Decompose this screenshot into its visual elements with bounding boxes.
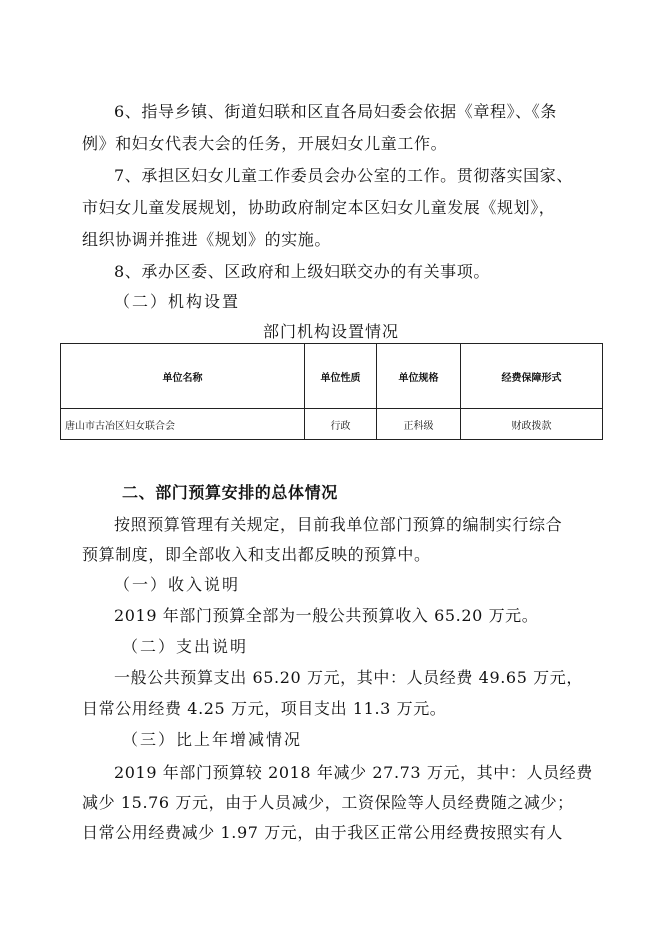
org-table-header-row	[61, 344, 603, 409]
org-table	[60, 343, 603, 440]
item6-line1: 6、指导乡镇、街道妇联和区直各局妇委会依据《章程》、《条	[114, 102, 557, 121]
org-table-caption: 部门机构设置情况	[262, 322, 399, 341]
change-line3: 日常公用经费减少 1.97 万元，由于我区正常公用经费按照实有人	[82, 823, 563, 842]
item7-line1: 7、承担区妇女儿童工作委员会办公室的工作。贯彻落实国家、	[114, 166, 573, 185]
item7-line2: 市妇女儿童发展规划，协助政府制定本区妇女儿童发展《规划》，	[82, 198, 556, 217]
change-heading: （三）比上年增减情况	[122, 730, 303, 749]
income-text: 2019 年部门预算全部为一般公共预算收入 65.20 万元。	[114, 606, 539, 625]
org-table-cell: 财政拨款	[461, 409, 603, 440]
expense-line1: 一般公共预算支出 65.20 万元，其中：人员经费 49.65 万元，	[114, 668, 583, 687]
item6-line2: 例》和妇女代表大会的任务，开展妇女儿童工作。	[82, 134, 448, 153]
org-table-cell: 行政	[305, 409, 377, 440]
budget-section-heading: 二、部门预算安排的总体情况	[122, 483, 338, 502]
org-table-header: 单位性质	[305, 344, 377, 409]
income-heading: （一）收入说明	[114, 575, 241, 594]
org-table-cell: 正科级	[377, 409, 461, 440]
org-table-header: 经费保障形式	[461, 344, 603, 409]
expense-heading: （二）支出说明	[122, 637, 249, 656]
org-table-cell: 唐山市古冶区妇女联合会	[61, 409, 305, 440]
budget-intro-line1: 按照预算管理有关规定，目前我单位部门预算的编制实行综合	[114, 515, 563, 534]
change-line1: 2019 年部门预算较 2018 年减少 27.73 万元，其中：人员经费	[114, 763, 593, 782]
org-section-heading: （二）机构设置	[114, 292, 241, 311]
change-line2: 减少 15.76 万元，由于人员减少，工资保险等人员经费随之减少；	[82, 793, 574, 812]
item8-line1: 8、承办区委、区政府和上级妇联交办的有关事项。	[114, 262, 490, 281]
budget-intro-line2: 预算制度，即全部收入和支出都反映的预算中。	[82, 545, 431, 564]
expense-line2: 日常公用经费 4.25 万元，项目支出 11.3 万元。	[82, 699, 447, 718]
org-table-header: 单位名称	[61, 344, 305, 409]
org-table-header: 单位规格	[377, 344, 461, 409]
item7-line3: 组织协调并推进《规划》的实施。	[82, 230, 332, 249]
table-row	[61, 409, 603, 440]
